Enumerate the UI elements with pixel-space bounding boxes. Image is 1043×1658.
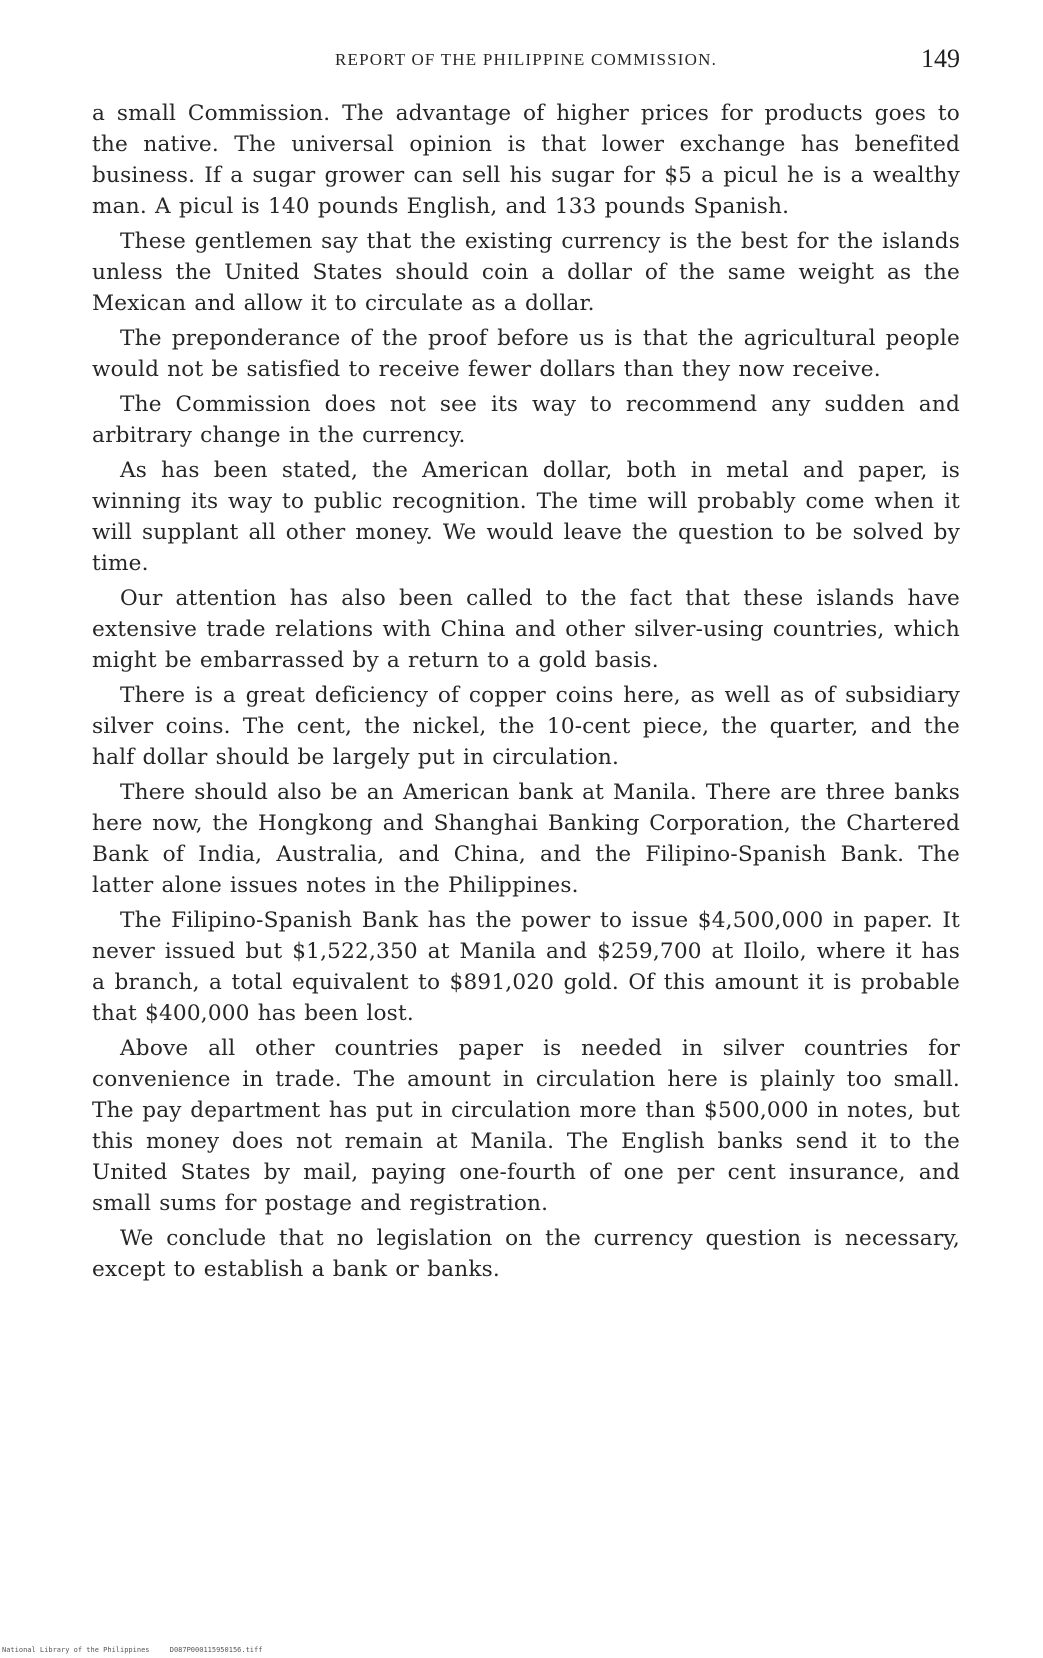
paragraph: There is a great deficiency of copper coins here, as well as of subsidiary silver coins. The cent, the nickel, the 10-cent piece, the quarter, and the half dollar should be largely put in circulation. [92, 683, 960, 770]
body-text [92, 98, 960, 1289]
paragraph: These gentlemen say that the existing currency is the best for the islands unless the United States should coin a dollar of the same weight as the Mexican and allow it to circulate as a dollar. [92, 229, 960, 316]
paragraph: Our attention has also been called to the fact that these islands have extensive trade relations with China and other silver-using countries, which might be embarrassed by a return to a gold basis. [92, 586, 960, 673]
paragraph: The Commission does not see its way to recommend any sudden and arbitrary change in the currency. [92, 392, 960, 448]
paragraph-continued: a small Commission. The advantage of higher prices for products goes to the native. The universal opinion is that lower exchange has benefited business. If a sugar grower can sell his sugar for $5 a picul he is a wealthy man. A picul is 140 pounds English, and 133 pounds Spanish. [92, 101, 960, 219]
page-number: 149 [921, 44, 960, 73]
running-head: REPORT OF THE PHILIPPINE COMMISSION. [334, 50, 718, 69]
paragraph: The preponderance of the proof before us is that the agricultural people would not be satisfied to receive fewer dollars than they now receive. [92, 326, 960, 382]
footer-library: National Library of the Philippines [2, 1646, 150, 1654]
paragraph: We conclude that no legislation on the currency question is necessary, except to establish a bank or banks. [92, 1226, 960, 1282]
paragraph: As has been stated, the American dollar, both in metal and paper, is winning its way to public recognition. The time will probably come when it will supplant all other money. We would leave the question to be solved by time. [92, 458, 960, 576]
paragraph: The Filipino-Spanish Bank has the power to issue $4,500,000 in paper. It never issued but $1,522,350 at Manila and $259,700 at Iloilo, where it has a branch, a total equivalent to $891,020 gold. Of this amount it is probable that $400,000 has been lost. [92, 908, 960, 1026]
paragraph: Above all other countries paper is needed in silver countries for convenience in trade. The amount in circulation here is plainly too small. The pay department has put in circulation more than $500,000 in notes, but this money does not remain at Manila. The English banks send it to the United States by mail, paying one-fourth of one per cent insurance, and small sums for postage and registration. [92, 1036, 960, 1216]
paragraph: There should also be an American bank at Manila. There are three banks here now, the Hongkong and Shanghai Banking Corporation, the Chartered Bank of India, Australia, and China, and the Filipino-Spanish Bank. The latter alone issues notes in the Philippines. [92, 780, 960, 898]
scan-footer [2, 1646, 278, 1654]
footer-file: D087P000115950156.tiff [169, 1646, 263, 1654]
page-header [92, 44, 960, 84]
